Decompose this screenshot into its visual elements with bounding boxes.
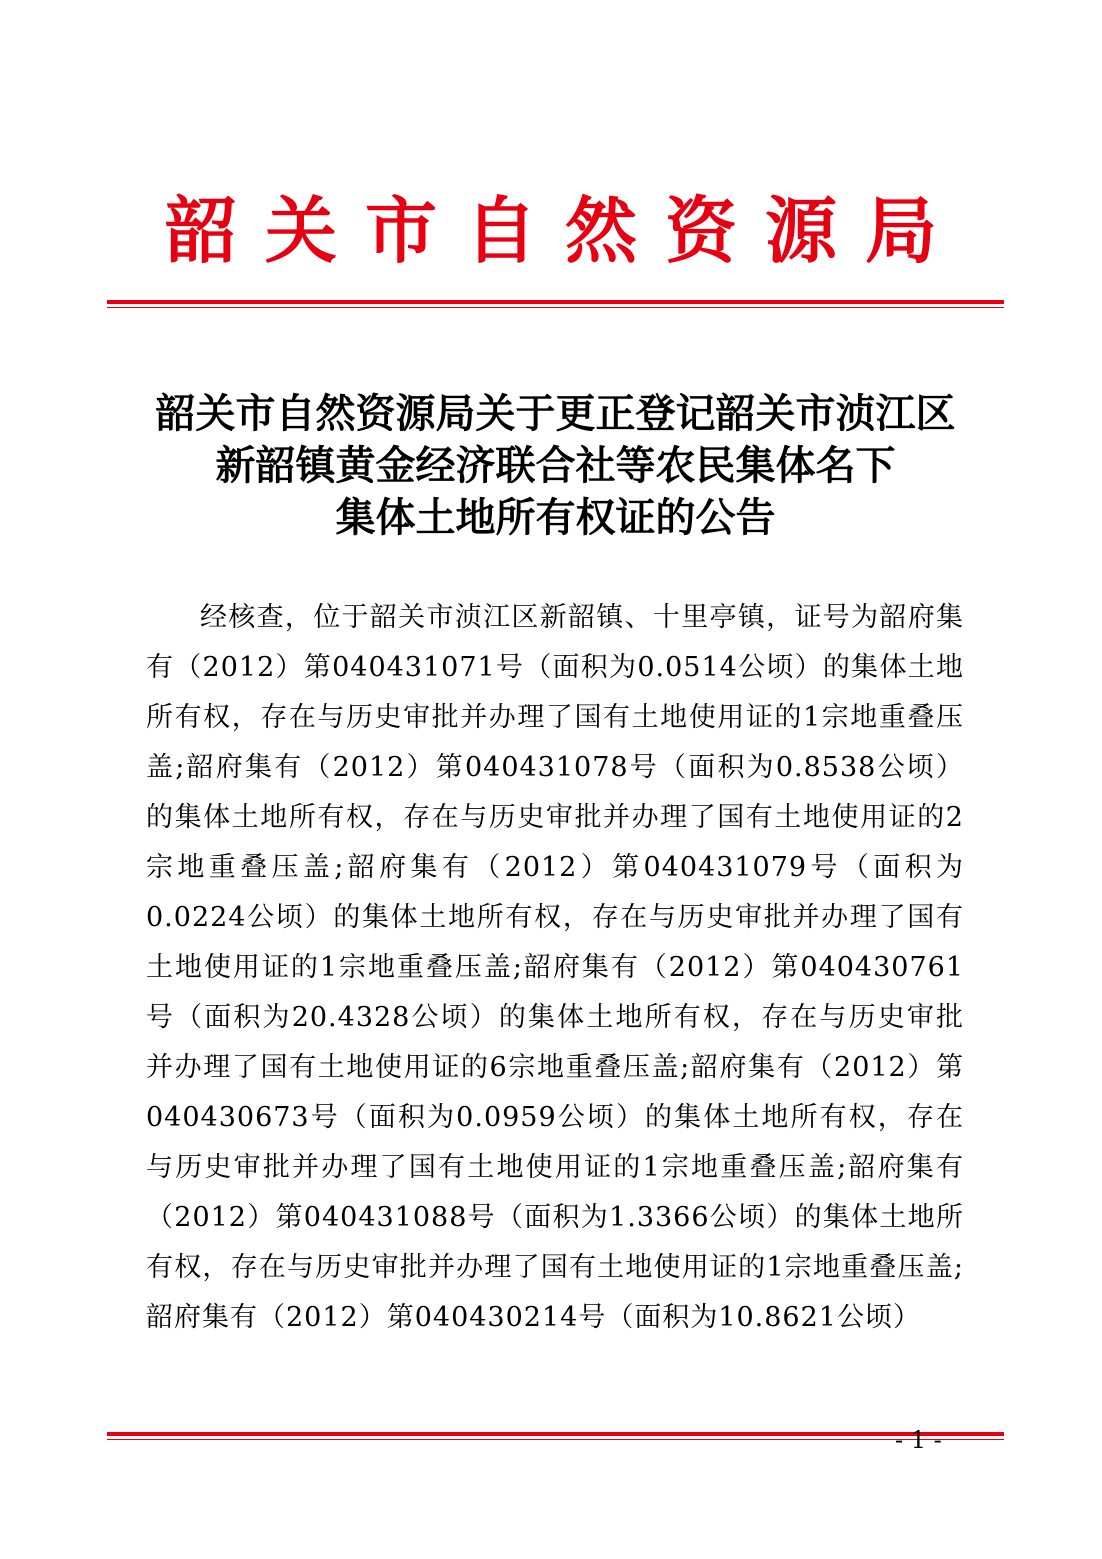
notice-body-paragraph: 经核查，位于韶关市浈江区新韶镇、十里亭镇，证号为韶府集有（2012）第040431071号（面积为0.0514公顷）的集体土地所有权，存在与历史审批并办理了国有土地使用证的1宗地重叠压盖;韶府集有（2012）第040431078号（面积为0.8538公顷）的集体土地所有权，存在与历史审批并办理了国有土地使用证的2宗地重叠压盖;韶府集有（2012）第040431079号（面积为0.0224公顷）的集体土地所有权，存在与历史审批并办理了国有土地使用证的1宗地重叠压盖;韶府集有（2012）第040430761号（面积为20.4328公顷）的集体土地所有权，存在与历史审批并办理了国有土地使用证的6宗地重叠压盖;韶府集有（2012）第040430673号（面积为0.0959公顷）的集体土地所有权，存在与历史审批并办理了国有土地使用证的1宗地重叠压盖;韶府集有（2012）第040431088号（面积为1.3366公顷）的集体土地所有权，存在与历史审批并办理了国有土地使用证的1宗地重叠压盖;韶府集有（2012）第040430214号（面积为10.8621公顷） [146, 602, 964, 1333]
masthead-title: 韶关市自然资源局 [164, 188, 965, 273]
footer-rule-thick [107, 1432, 1004, 1436]
footer-rule-thin [107, 1439, 1004, 1440]
header-red-rule [107, 300, 1004, 308]
notice-title-line-2: 新韶镇黄金经济联合社等农民集体名下 [215, 442, 896, 489]
header-rule-thin [107, 307, 1004, 308]
page-number: - 1 - [895, 1426, 942, 1454]
footer-red-rule [107, 1432, 1004, 1440]
notice-title-line-1: 韶关市自然资源局关于更正登记韶关市浈江区 [155, 390, 956, 437]
notice-title-line-3: 集体土地所有权证的公告 [335, 494, 776, 541]
notice-title [107, 388, 1004, 544]
header-rule-thick [107, 300, 1004, 304]
